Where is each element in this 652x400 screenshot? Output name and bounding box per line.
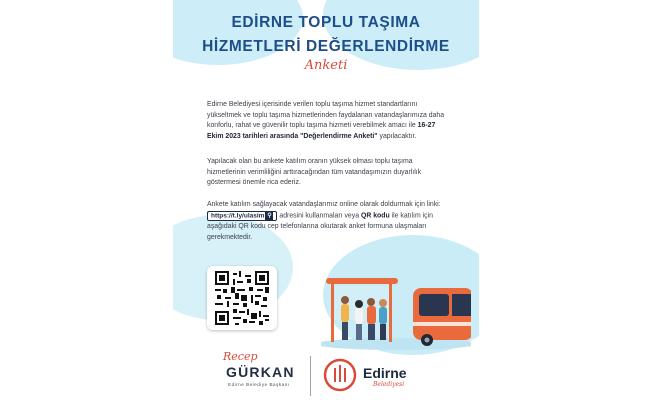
signature-title: Edirne Belediye Başkanı (228, 382, 290, 387)
edirne-logo-icon (323, 358, 357, 392)
footer-divider (310, 356, 311, 396)
instructions-text-2: adresini kullanmaları veya (279, 212, 360, 220)
qr-code-card[interactable] (207, 266, 277, 330)
paragraph-instructions (207, 200, 453, 243)
instructions-text-3: ile katılım için aşağıdaki QR kodu cep telefonlarına okutarak anket formuna ulaşmaları gerekmektedir. (207, 212, 433, 241)
paragraph-intro (207, 100, 453, 142)
paragraph-intro-text: Edirne Belediyesi içerisinde verilen toplu taşıma hizmet standartlarını yükseltmek ve toplu taşıma hizmetlerinden faydalanan vatandaşlarımıza daha konforlu, rahat ve güvenilir toplu taşıma hizmeti verebilmek amacı ile (207, 101, 445, 130)
instructions-text: Ankete katılım sağlayacak vatandaşlarımız online olarak doldurmak için linki: (207, 201, 441, 208)
paragraph-intro-end: yapılacaktır. (379, 132, 417, 140)
signature-script: Recep (223, 350, 258, 363)
municipality-name: Edirne (363, 365, 407, 381)
poster-title-script: Anketi (304, 58, 348, 73)
survey-link[interactable] (207, 211, 277, 222)
bus-stop-illustration (321, 270, 471, 350)
search-icon: ⚲ (267, 212, 272, 219)
survey-dates: 16-27 Ekim 2023 tarihleri arasında "Değerlendirme Anketi" (207, 122, 436, 140)
municipality-sub: Belediyesi (373, 381, 405, 388)
poster-footer (173, 350, 479, 400)
qr-code (215, 271, 269, 325)
poster-title-line2: HİZMETLERİ DEĞERLENDİRME (202, 38, 450, 55)
survey-link-text: https://t.ly/ulasim (211, 212, 265, 220)
survey-poster (173, 0, 479, 400)
signature-name: GÜRKAN (226, 364, 295, 380)
paragraph-request: Yapılacak olan bu ankete katılım oranın yüksek olması toplu taşıma hizmetlerinin verimliliğini arttıracağından tüm vatandaşımızın duyarlılık göstermesi önemle rica ederiz. (207, 158, 422, 187)
qr-code-label: QR kodu (360, 212, 390, 220)
poster-title-line1: EDİRNE TOPLU TAŞIMA (231, 14, 421, 31)
